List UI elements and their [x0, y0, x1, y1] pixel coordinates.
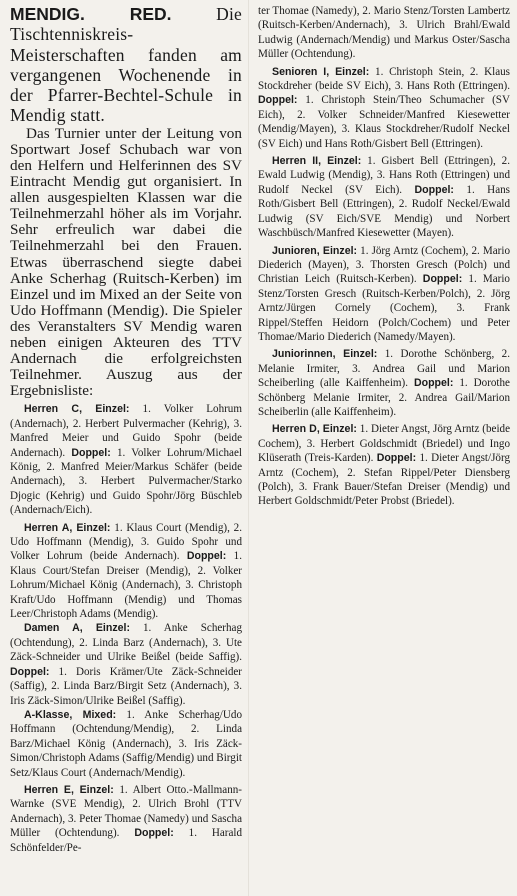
result-subtitle: Doppel:: [413, 377, 454, 390]
result-senioren-i: [258, 65, 510, 151]
result-subbody: 1. Hans Roth/Gisbert Bell (Ettringen), 2. Rudolf Neckel/Ewald Ludwig (SV Eich/SVE Mendig) und Norbert Waschbüsch/Manfred Kiesewetter (Mayen).: [258, 183, 510, 240]
result-subtitle: Doppel:: [10, 665, 50, 678]
result-title: Herren C, Einzel:: [24, 403, 130, 416]
result-body: 1. Gisbert Bell (Ettringen), 2. Ewald Ludwig (Mendig), 3. Hans Roth (Ettringen) und Rudolf Neckel (SV Eich).: [258, 155, 510, 196]
column-gutter: [248, 0, 249, 896]
result-a-klasse-mixed: [10, 708, 242, 780]
result-body: 1. Volker Lohrum (Andernach), 2. Herbert Pulvermacher (Kehrig), 3. Manfred Meier und Guido Spohr (beide Andernach).: [10, 403, 242, 459]
dateline: MENDIG. RED.: [10, 4, 172, 24]
result-damen-a: [10, 621, 242, 707]
result-subbody: 1. Harald Schönfelder/Pe-: [10, 827, 242, 854]
result-subbody: 1. Volker Lohrum/Michael König, 2. Manfred Meier/Markus Schäfer (beide Andernach), 3. Herbert Pulvermacher/Starko Djogic (Kehrig) und Guido Spohr/Jörg Büschleb (Andernach/Eich).: [10, 446, 242, 517]
result-title: Junioren, Einzel:: [272, 244, 358, 257]
result-herren-c: [10, 402, 242, 517]
result-body: 1. Anke Scherhag/Udo Hoffmann (Ochtendung/Mendig), 2. Linda Barz/Michael König (Andernach), 3. Iris Zäck-Simon/Christoph Adams (Saffig/Mendig) und Birgit Setz/Klaus Court (Andernach/Mendig).: [10, 708, 242, 779]
result-subbody: 1. Dieter Angst/Jörg Arntz (Cochem), 2. Stefan Rippel/Peter Diensberg (Polch), 3. Frank Bauer/Stefan Dreiser (Mendig) und Herbert Goldschmidt/Peter Probst (Briedel).: [258, 452, 510, 508]
result-subbody: 1. Doris Krämer/Ute Zäck-Schneider (Saffig), 2. Linda Barz/Birgit Setz (Andernach), 3. Iris Zäck-Simon/Ulrike Beißel (Saffig).: [10, 665, 242, 707]
lead-text: Die Tischtenniskreis-Meisterschaften fanden am vergangenen Wochenende in der Pfarrer-Bechtel-Schule in Mendig statt.: [10, 4, 242, 126]
result-title: Damen A, Einzel:: [24, 622, 130, 635]
result-body: 1. Christoph Stein, 2. Klaus Stockdreher (beide SV Eich), 3. Hans Roth (Ettringen).: [258, 65, 510, 93]
result-subbody: 1. Mario Stenz/Torsten Gresch (Ruitsch-Kerben/Polch), 2. Jörg Arntz/Jürgen Cornely (Cochem), 3. Frank Rippel/Steffen Heidorn (Polch/Cochem) und Peter Thomae/Mario Diederich (Namedy/Mayen).: [258, 273, 510, 343]
result-subtitle: Doppel:: [258, 94, 298, 107]
right-column: [258, 4, 510, 892]
result-body: 1. Klaus Court (Mendig), 2. Udo Hoffmann (Mendig), 3. Guido Spohr und Volker Lohrum (beide Andernach).: [10, 521, 242, 563]
result-herren-ii: [258, 154, 510, 240]
result-herren-d: [258, 422, 510, 508]
result-body: 1. Anke Scherhag (Ochtendung), 2. Linda Barz (Andernach), 3. Ute Zäck-Schneider und Ulrike Beißel (beide Saffig).: [10, 622, 242, 664]
result-subbody: 1. Dorothe Schönberg Melanie Irmiter, 2. Andrea Gail/Marion Scheiberlin (alle Kaiffenheim).: [258, 377, 510, 418]
result-subbody: 1. Klaus Court/Stefan Dreiser (Mendig), 2. Volker Lohrum/Michael König (Andernach), 3. Christoph Kraft/Udo Hoffmann (Mendig) und Thomas Leer/Christoph Adams (Mendig).: [10, 550, 242, 621]
intro-paragraph: Das Turnier unter der Leitung von Sportwart Josef Schubach war von den Helfern und Helferinnen des SV Eintracht Mendig gut organisiert. In allen ausgespielten Klassen war die Teilnehmerzahl höher als im Vorjahr. Sehr erfreulich war dabei die Teilnehmerzahl bei den Frauen. Etwas überraschend siegte dabei Anke Scherhag (Ruitsch-Kerben) im Einzel und im Mixed an der Seite von Udo Hoffmann (Mendig). Die Spieler des Veranstalters SV Mendig waren neben einigen Akteuren des TTV Andernach die erfolgreichsten Teilnehmer. Auszug aus der Ergebnisliste:: [10, 124, 242, 400]
result-body: 1. Dorothe Schönberg, 2. Melanie Irmiter, 3. Andrea Gail und Marion Scheiberling (alle Kaiffenheim).: [258, 348, 510, 390]
result-title: Herren II, Einzel:: [272, 155, 362, 168]
result-body: 1. Albert Otto.-Mallmann-Warnke (SVE Mendig), 2. Ulrich Brohl (TTV Andernach), 3. Peter Thomae (Namedy) und Sascha Müller (Ochtendung).: [10, 783, 242, 840]
result-subtitle: Doppel:: [414, 183, 454, 196]
result-subtitle: Doppel:: [376, 452, 417, 465]
result-body: 1. Dieter Angst, Jörg Arntz (beide Cochem), 3. Herbert Goldschmidt (Briedel) und Ingo Klüserath (Treis-Karden).: [258, 423, 510, 465]
continuation-paragraph: ter Thomae (Namedy), 2. Mario Stenz/Torsten Lambertz (Ruitsch-Kerben/Andernach), 3. Ulrich Brahl/Ewald Ludwig (Andernach/Mendig) und Markus Oster/Sascha Müller (Ochtendung).: [258, 5, 510, 61]
result-title: Herren D, Einzel:: [272, 423, 357, 436]
result-title: Juniorinnen, Einzel:: [272, 348, 378, 361]
result-subbody: 1. Christoph Stein/Theo Schumacher (SV Eich), 2. Volker Schneider/Manfred Kiesewetter (Mendig/Mayen), 3. Klaus Stockdreher/Rudolf Neckel (SV Eich) und Hans Roth/Gisbert Bell (Ettringen).: [258, 94, 510, 150]
result-subtitle: Doppel:: [422, 273, 463, 286]
result-junioren: [258, 244, 510, 345]
result-title: Herren A, Einzel:: [24, 521, 111, 534]
left-column: [10, 4, 242, 892]
result-title: Senioren I, Einzel:: [272, 65, 370, 78]
result-herren-a: [10, 521, 242, 622]
result-subtitle: Doppel:: [134, 827, 174, 840]
results-left: [10, 402, 242, 855]
result-juniorinnen: [258, 347, 510, 419]
result-title: A-Klasse, Mixed:: [24, 708, 117, 721]
result-title: Herren E, Einzel:: [24, 783, 114, 796]
result-body: 1. Jörg Arntz (Cochem), 2. Mario Diederich (Mayen), 3. Thorsten Gresch (Polch) und Christian Leich (Ruitsch-Kerben).: [258, 244, 510, 286]
lead-paragraph: [10, 4, 242, 126]
result-herren-e: [10, 783, 242, 855]
result-subtitle: Doppel:: [71, 446, 111, 459]
result-subtitle: Doppel:: [186, 550, 227, 563]
